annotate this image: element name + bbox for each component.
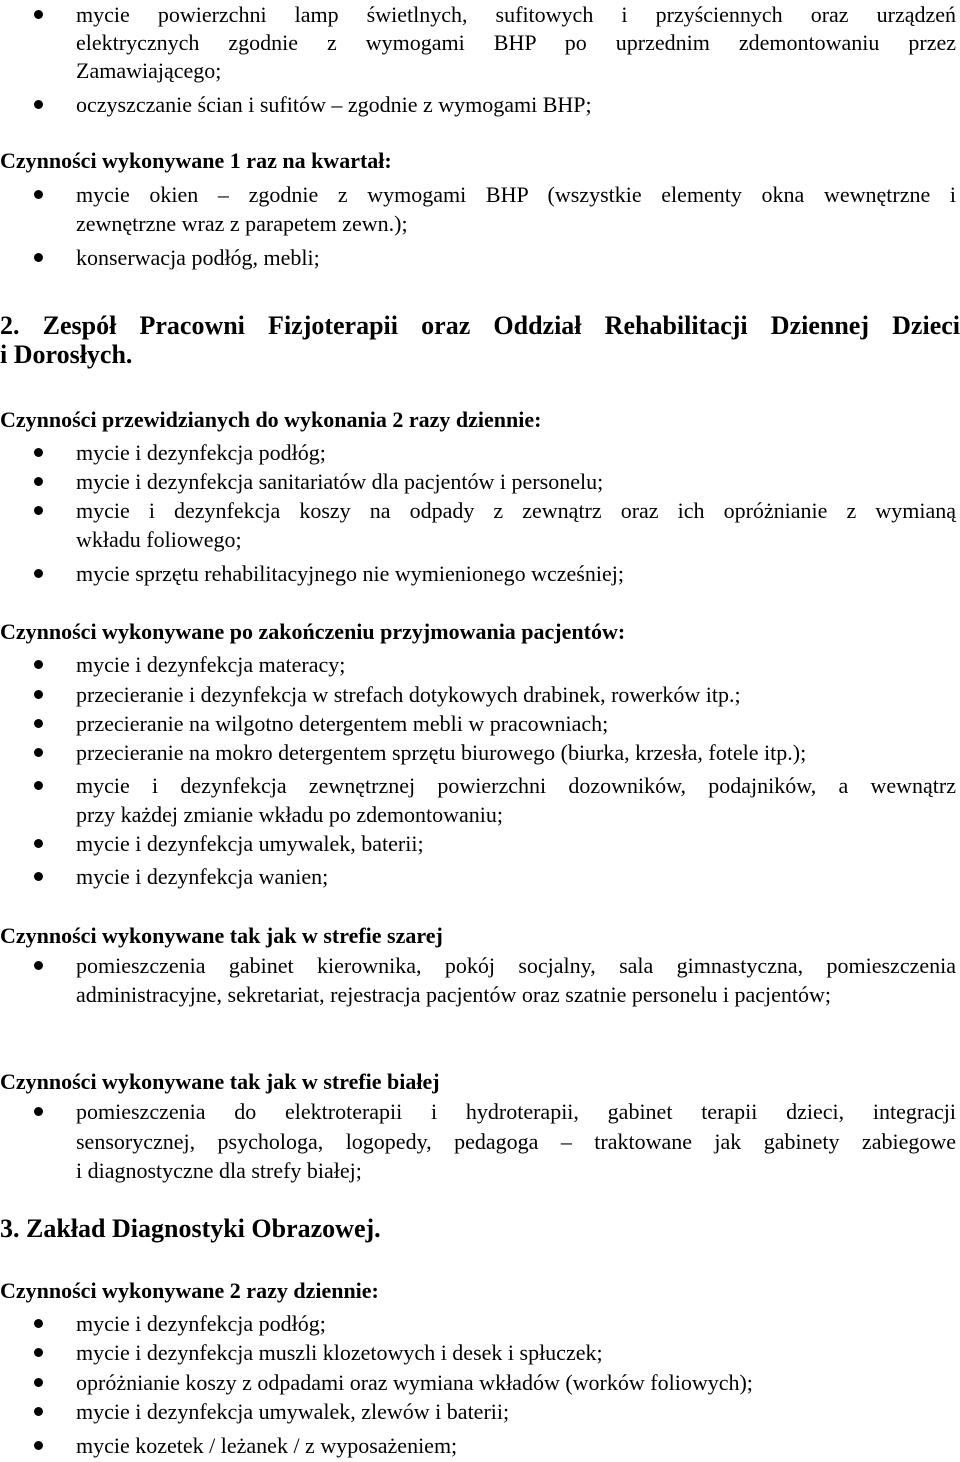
bullet-item: mycie i dezynfekcja zewnętrznej powierzchni dozowników, podajników, a wewnątrz	[76, 773, 956, 798]
bullet-item: przecieranie na mokro detergentem sprzętu biurowego (biurka, krzesła, fotele itp.);	[76, 738, 956, 767]
bullet-item: mycie powierzchni lamp świetlnych, sufitowych i przyściennych oraz urządzeń	[76, 2, 956, 27]
bullet-continuation: zewnętrzne wraz z parapetem zewn.);	[76, 211, 408, 236]
subheading: Czynności wykonywane 1 raz na kwartał:	[0, 148, 392, 173]
section-heading: 2. Zespół Pracowni Fizjoterapii oraz Oddział Rehabilitacji Dziennej Dzieci	[0, 311, 960, 340]
bullet-continuation: sensorycznej, psychologa, logopedy, pedagoga – traktowane jak gabinety zabiegowe	[76, 1129, 956, 1154]
subheading: Czynności przewidzianych do wykonania 2 razy dziennie:	[0, 407, 542, 432]
bullet-item: mycie i dezynfekcja koszy na odpady z zewnątrz oraz ich opróżnianie z wymianą	[76, 498, 956, 523]
bullet-item: pomieszczenia gabinet kierownika, pokój socjalny, sala gimnastyczna, pomieszczenia	[76, 953, 956, 978]
bullet-item: mycie okien – zgodnie z wymogami BHP (wszystkie elementy okna wewnętrzne i	[76, 182, 956, 207]
subheading: Czynności wykonywane 2 razy dziennie:	[0, 1278, 379, 1303]
bullet-item: mycie i dezynfekcja sanitariatów dla pacjentów i personelu;	[76, 467, 956, 496]
bullet-item: mycie i dezynfekcja materacy;	[76, 650, 956, 679]
subheading: Czynności wykonywane tak jak w strefie szarej	[0, 923, 443, 948]
bullet-item: mycie i dezynfekcja umywalek, baterii;	[76, 829, 956, 858]
bullet-item: przecieranie na wilgotno detergentem mebli w pracowniach;	[76, 709, 956, 738]
bullet-continuation: i diagnostyczne dla strefy białej;	[76, 1158, 362, 1183]
bullet-item: mycie i dezynfekcja podłóg;	[76, 438, 956, 467]
bullet-continuation: elektrycznych zgodnie z wymogami BHP po uprzednim zdemontowaniu przez	[76, 30, 956, 55]
bullet-item: przecieranie i dezynfekcja w strefach dotykowych drabinek, rowerków itp.;	[76, 680, 956, 709]
bullet-item: mycie sprzętu rehabilitacyjnego nie wymienionego wcześniej;	[76, 559, 956, 588]
bullet-continuation: administracyjne, sekretariat, rejestracja pacjentów oraz szatnie personelu i pacjentów;	[76, 982, 831, 1007]
bullet-item: mycie kozetek / leżanek / z wyposażeniem;	[76, 1431, 956, 1460]
bullet-item: mycie i dezynfekcja podłóg;	[76, 1309, 956, 1338]
subheading: Czynności wykonywane tak jak w strefie białej	[0, 1069, 440, 1094]
bullet-continuation: Zamawiającego;	[76, 58, 222, 83]
bullet-item: oczyszczanie ścian i sufitów – zgodnie z wymogami BHP;	[76, 90, 956, 119]
bullet-item: pomieszczenia do elektroterapii i hydroterapii, gabinet terapii dzieci, integracji	[76, 1099, 956, 1124]
bullet-continuation: wkładu foliowego;	[76, 527, 242, 552]
bullet-item: konserwacja podłóg, mebli;	[76, 243, 956, 272]
bullet-item: mycie i dezynfekcja umywalek, zlewów i baterii;	[76, 1397, 956, 1426]
bullet-item: opróżnianie koszy z odpadami oraz wymiana wkładów (worków foliowych);	[76, 1368, 956, 1397]
section-heading: i Dorosłych.	[0, 340, 133, 369]
bullet-item: mycie i dezynfekcja muszli klozetowych i desek i spłuczek;	[76, 1338, 956, 1367]
subheading: Czynności wykonywane po zakończeniu przyjmowania pacjentów:	[0, 619, 626, 644]
bullet-continuation: przy każdej zmianie wkładu po zdemontowaniu;	[76, 802, 504, 827]
section-heading: 3. Zakład Diagnostyki Obrazowej.	[0, 1214, 381, 1243]
bullet-item: mycie i dezynfekcja wanien;	[76, 862, 956, 891]
